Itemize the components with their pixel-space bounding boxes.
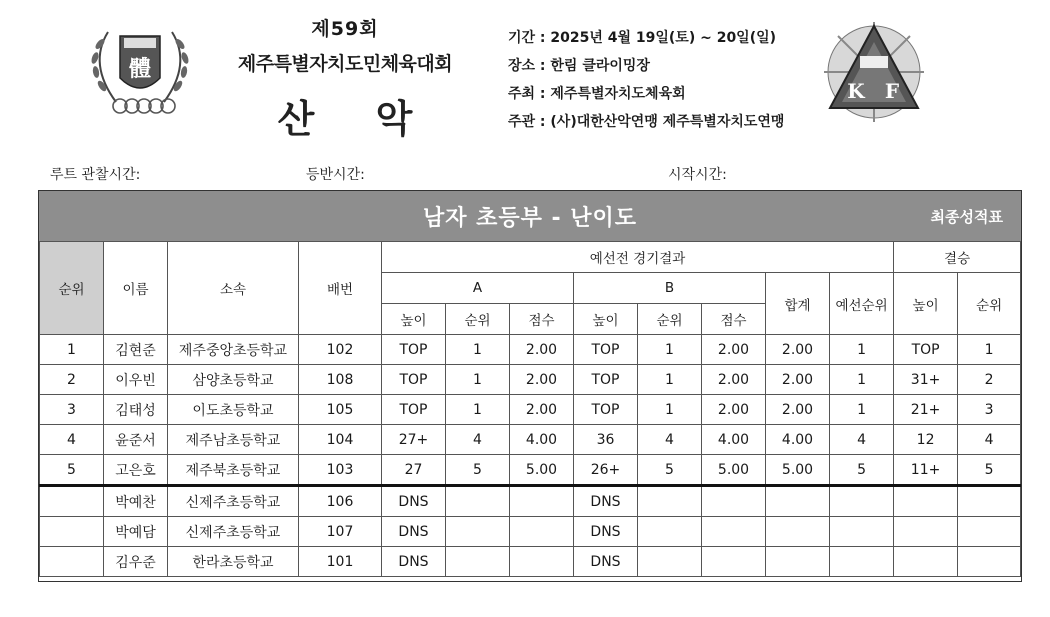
cell-a-score [510,486,574,517]
cell-final-rank [958,517,1021,547]
cell-name: 이우빈 [104,365,168,395]
cell-qual-rank: 1 [830,335,894,365]
cell-bib: 101 [299,547,382,577]
col-affiliation: 소속 [168,242,299,335]
cell-b-score [702,517,766,547]
cell-affiliation: 한라초등학교 [168,547,299,577]
category-banner [39,191,1021,241]
cell-total [766,547,830,577]
cell-final-rank: 4 [958,425,1021,455]
svg-text:體: 體 [128,57,152,82]
col-b-rank: 순위 [638,304,702,335]
cell-a-score [510,517,574,547]
cell-affiliation: 이도초등학교 [168,395,299,425]
cell-b-score: 5.00 [702,455,766,486]
cell-final-rank [958,486,1021,517]
event-name: 제주특별자치도민체육대회 [237,53,453,75]
cell-qual-rank: 5 [830,455,894,486]
cell-total: 2.00 [766,395,830,425]
cell-final-height: TOP [894,335,958,365]
event-organizer: 주관 : (사)대한산악연맹 제주특별자치도연맹 [508,114,785,130]
cell-qual-rank: 1 [830,365,894,395]
table-row [40,547,1021,577]
table-row [40,365,1021,395]
cell-b-rank: 4 [638,425,702,455]
cell-affiliation: 삼양초등학교 [168,365,299,395]
cell-a-rank [446,547,510,577]
cell-a-score: 2.00 [510,335,574,365]
cell-total: 2.00 [766,335,830,365]
cell-total: 2.00 [766,365,830,395]
col-a-rank: 순위 [446,304,510,335]
cell-a-score: 2.00 [510,395,574,425]
col-qualifying: 예선전 경기결과 [382,242,894,273]
cell-name: 박예담 [104,517,168,547]
cell-a-rank [446,517,510,547]
col-rank: 순위 [40,242,104,335]
cell-rank [40,486,104,517]
event-venue: 장소 : 한림 클라이밍장 [508,58,650,74]
cell-final-height [894,547,958,577]
cell-b-height: 26+ [574,455,638,486]
cell-rank: 1 [40,335,104,365]
cell-b-height: 36 [574,425,638,455]
cell-b-rank: 1 [638,395,702,425]
cell-a-score [510,547,574,577]
cell-b-score: 4.00 [702,425,766,455]
col-qual-rank: 예선순위 [830,273,894,335]
cell-final-height [894,517,958,547]
cell-name: 김우준 [104,547,168,577]
cell-b-rank: 1 [638,335,702,365]
table-row [40,486,1021,517]
cell-b-height: DNS [574,547,638,577]
cell-final-rank: 2 [958,365,1021,395]
cell-b-score [702,547,766,577]
cell-a-rank: 1 [446,335,510,365]
cell-a-score: 4.00 [510,425,574,455]
cell-affiliation: 신제주초등학교 [168,517,299,547]
cell-rank [40,547,104,577]
col-b-height: 높이 [574,304,638,335]
sport-name: 산 악 [277,97,437,141]
cell-b-rank: 1 [638,365,702,395]
edition-label: 제59회 [311,18,379,40]
cell-a-rank [446,486,510,517]
col-a-height: 높이 [382,304,446,335]
cell-affiliation: 제주북초등학교 [168,455,299,486]
cell-a-height: DNS [382,486,446,517]
col-bib: 배번 [299,242,382,335]
route-observation-time: 루트 관찰시간: [50,167,141,183]
cell-a-height: DNS [382,517,446,547]
table-row [40,455,1021,486]
cell-b-height: TOP [574,335,638,365]
svg-text:F: F [884,79,900,103]
cell-final-rank [958,547,1021,577]
cell-rank: 4 [40,425,104,455]
cell-rank: 3 [40,395,104,425]
cell-qual-rank [830,547,894,577]
cell-a-height: 27+ [382,425,446,455]
cell-a-height: TOP [382,365,446,395]
cell-b-rank [638,547,702,577]
col-final: 결승 [894,242,1021,273]
cell-b-score: 2.00 [702,335,766,365]
cell-a-height: TOP [382,395,446,425]
col-route-b: B [574,273,766,304]
start-time: 시작시간: [668,167,727,183]
cell-bib: 108 [299,365,382,395]
results-sheet [38,190,1022,582]
cell-name: 김태성 [104,395,168,425]
cell-final-height: 11+ [894,455,958,486]
cell-final-height [894,486,958,517]
col-a-score: 점수 [510,304,574,335]
results-table [39,241,1021,577]
cell-name: 고은호 [104,455,168,486]
cell-total [766,517,830,547]
cell-qual-rank [830,517,894,547]
cell-name: 박예찬 [104,486,168,517]
cell-rank: 2 [40,365,104,395]
cell-b-score: 2.00 [702,395,766,425]
col-b-score: 점수 [702,304,766,335]
cell-rank [40,517,104,547]
cell-a-score: 5.00 [510,455,574,486]
cell-qual-rank: 1 [830,395,894,425]
title-block [235,14,455,143]
cell-affiliation: 신제주초등학교 [168,486,299,517]
cell-b-rank [638,517,702,547]
cell-a-score: 2.00 [510,365,574,395]
col-total: 합계 [766,273,830,335]
cell-affiliation: 제주중앙초등학교 [168,335,299,365]
cell-affiliation: 제주남초등학교 [168,425,299,455]
cell-final-height: 21+ [894,395,958,425]
cell-a-height: DNS [382,547,446,577]
climbing-time: 등반시간: [306,167,365,183]
table-row [40,335,1021,365]
table-row [40,517,1021,547]
cell-qual-rank: 4 [830,425,894,455]
cell-total: 4.00 [766,425,830,455]
cell-name: 윤준서 [104,425,168,455]
cell-b-height: TOP [574,395,638,425]
cell-b-rank [638,486,702,517]
cell-bib: 104 [299,425,382,455]
cell-b-score [702,486,766,517]
cell-bib: 107 [299,517,382,547]
col-final-height: 높이 [894,273,958,335]
cell-b-height: DNS [574,486,638,517]
cell-rank: 5 [40,455,104,486]
sports-council-emblem [80,14,200,122]
cell-name: 김현준 [104,335,168,365]
table-row [40,395,1021,425]
cell-b-score: 2.00 [702,365,766,395]
cell-a-rank: 5 [446,455,510,486]
alpine-federation-emblem [820,16,928,128]
cell-final-rank: 1 [958,335,1021,365]
cell-a-rank: 4 [446,425,510,455]
table-row [40,425,1021,455]
event-period: 기간 : 2025년 4월 19일(토) ~ 20일(일) [508,30,777,46]
cell-b-height: DNS [574,517,638,547]
cell-b-rank: 5 [638,455,702,486]
cell-final-rank: 5 [958,455,1021,486]
col-final-rank: 순위 [958,273,1021,335]
cell-final-height: 31+ [894,365,958,395]
cell-bib: 103 [299,455,382,486]
event-host: 주최 : 제주특별자치도체육회 [508,86,686,102]
cell-qual-rank [830,486,894,517]
final-results-label: 최종성적표 [930,208,1003,226]
category-title: 남자 초등부 - 난이도 [422,206,638,231]
cell-total [766,486,830,517]
cell-a-rank: 1 [446,365,510,395]
cell-a-height: 27 [382,455,446,486]
col-route-a: A [382,273,574,304]
cell-bib: 105 [299,395,382,425]
col-name: 이름 [104,242,168,335]
cell-a-height: TOP [382,335,446,365]
cell-a-rank: 1 [446,395,510,425]
cell-final-height: 12 [894,425,958,455]
cell-b-height: TOP [574,365,638,395]
svg-text:K: K [847,79,865,103]
event-info [508,24,784,136]
cell-final-rank: 3 [958,395,1021,425]
cell-total: 5.00 [766,455,830,486]
cell-bib: 102 [299,335,382,365]
cell-bib: 106 [299,486,382,517]
